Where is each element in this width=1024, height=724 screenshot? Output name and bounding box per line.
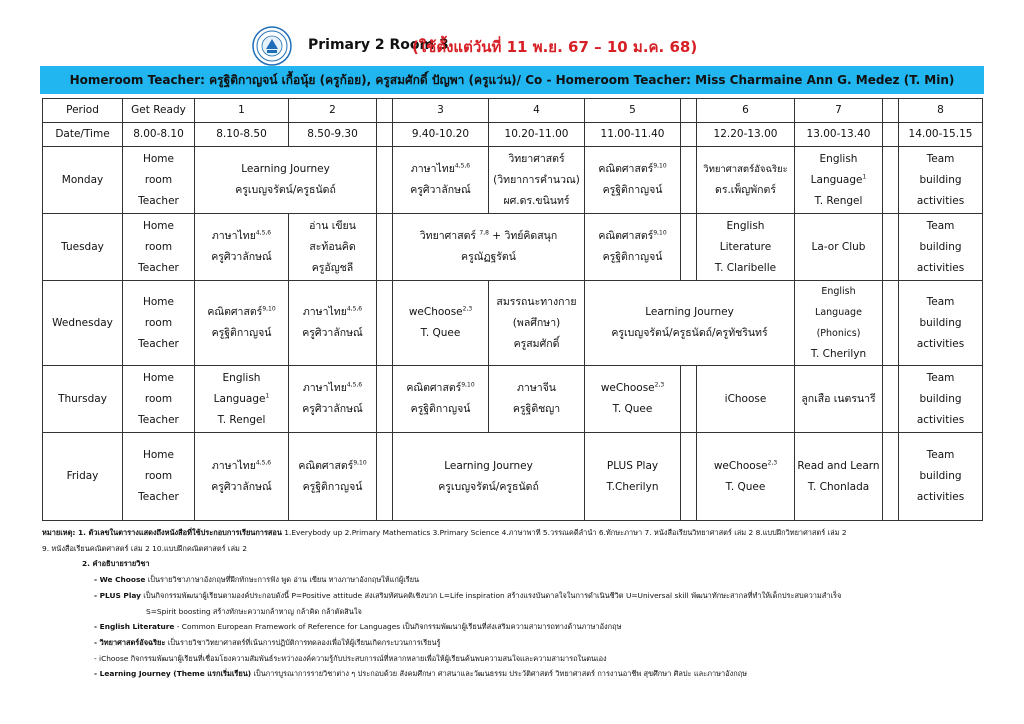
day-label: Wednesday: [43, 281, 123, 366]
class-cell: PLUS Play T.Cherilyn: [585, 433, 681, 521]
homeroom-cell: Home room Teacher: [123, 147, 195, 214]
break-column: [377, 281, 393, 366]
class-cell: weChoose$^{2,3}$ T. Quee: [697, 433, 795, 521]
break-column: [883, 99, 899, 123]
wednesday-row: [43, 281, 983, 366]
class-cell: Learning Journey ครูเบญจรัตน์/ครูธนัดถ์/ครูทัชรินทร์: [585, 281, 795, 366]
homeroom-cell: Home room Teacher: [123, 214, 195, 281]
team-building-cell: Team building activities: [899, 433, 983, 521]
homeroom-teacher-banner: Homeroom Teacher: ครูฐิติกาญจน์ เกื้อนุ้ย (ครูก้อย), ครูสมศักดิ์ ปัญพา (ครูแว่น)/ Co - Homeroom Teacher: Miss Charmaine Ann G. Medez (T. Min): [40, 66, 984, 94]
class-cell: ภาษาไทย$^{4,5,6}$ ครูศิวาลักษณ์: [195, 214, 289, 281]
break-column: [883, 123, 899, 147]
homeroom-cell: Home room Teacher: [123, 366, 195, 433]
class-cell: อ่าน เขียน สะท้อนคิด ครูอัญชลี: [289, 214, 377, 281]
class-cell: ภาษาไทย$^{4,5,6}$ ครูศิวาลักษณ์: [289, 366, 377, 433]
period-row: [43, 99, 983, 123]
class-cell: คณิตศาสตร์$^{9,10}$ ครูฐิติกาญจน์: [585, 147, 681, 214]
datetime-label: Date/Time: [43, 123, 123, 147]
break-column: [883, 214, 899, 281]
class-cell: iChoose: [697, 366, 795, 433]
class-cell: weChoose$^{2,3}$ T. Quee: [585, 366, 681, 433]
note-books-cont: 9. หนังสือเรียนคณิตศาสตร์ เล่ม 2 10.แบบฝึกคณิตศาสตร์ เล่ม 2: [42, 543, 247, 553]
time-period-6: 12.20-13.00: [697, 123, 795, 147]
class-cell: คณิตศาสตร์$^{9,10}$ ครูฐิติกาญจน์: [289, 433, 377, 521]
break-column: [377, 147, 393, 214]
class-cell: English Language$^1$ T. Rengel: [195, 366, 289, 433]
day-label: Tuesday: [43, 214, 123, 281]
period-7-header: 7: [795, 99, 883, 123]
page-title: Primary 2 Room 3: [308, 37, 449, 53]
footnotes: [42, 525, 1002, 682]
period-2-header: 2: [289, 99, 377, 123]
homeroom-cell: Home room Teacher: [123, 281, 195, 366]
class-cell: วิทยาศาสตร์ (วิทยาการคำนวณ) ผศ.ดร.ขนินทร์: [489, 147, 585, 214]
class-cell: Learning Journey ครูเบญจรัตน์/ครูธนัดถ์: [393, 433, 585, 521]
lunch-column: [681, 147, 697, 214]
homeroom-cell: Home room Teacher: [123, 433, 195, 521]
team-building-cell: Team building activities: [899, 147, 983, 214]
page-header: [0, 22, 1024, 66]
tuesday-row: [43, 214, 983, 281]
break-column: [883, 366, 899, 433]
note-subject-heading: 2. คำอธิบายรายวิชา: [82, 559, 150, 569]
break-column: [377, 123, 393, 147]
day-label: Friday: [43, 433, 123, 521]
period-8-header: 8: [899, 99, 983, 123]
thursday-row: [43, 366, 983, 433]
note-smart-science: - วิทยาศาสตร์อัจฉริยะ เป็นรายวิชาวิทยาศาสตร์ที่เน้นการปฏิบัติการทดลองเพื่อให้ผู้เรียนเกิดกระบวนการเรียนรู้: [94, 637, 441, 647]
class-cell: ภาษาไทย$^{4,5,6}$ ครูศิวาลักษณ์: [289, 281, 377, 366]
timetable: [42, 98, 983, 521]
period-6-header: 6: [697, 99, 795, 123]
class-cell: La-or Club: [795, 214, 883, 281]
class-cell: ภาษาจีน ครูฐิติชญา: [489, 366, 585, 433]
period-label: Period: [43, 99, 123, 123]
lunch-column: [681, 366, 697, 433]
school-seal-icon: [252, 26, 292, 66]
time-get-ready: 8.00-8.10: [123, 123, 195, 147]
note-wechoose: - We Choose เป็นรายวิชาภาษาอังกฤษที่ฝึกทักษะการฟัง พูด อ่าน เขียน ทางภาษาอังกฤษให้แก่ผู้เรียน: [94, 575, 420, 585]
date-range: (ใช้ตั้งแต่วันที่ 11 พ.ย. 67 – 10 ม.ค. 68): [412, 38, 698, 56]
day-label: Monday: [43, 147, 123, 214]
break-column: [883, 433, 899, 521]
note-plus-play: - PLUS Play เป็นกิจกรรมพัฒนาผู้เรียนตามองค์ประกอบดังนี้ P=Positive attitude ส่งเสริมทัศนคติเชิงบวก L=Life inspiration สร้างแรงบันดาลใจในการดำเนินชีวิต U=Universal skill พัฒนาทักษะสากลที่ทำให้เด็กประสบความสำเร็จ: [94, 590, 842, 600]
class-cell: วิทยาศาสตร์ $^{7,8}$ + วิทย์คิดสนุก ครูณัฏฐรัตน์: [393, 214, 585, 281]
class-cell: ลูกเสือ เนตรนารี: [795, 366, 883, 433]
break-column: [377, 214, 393, 281]
period-1-header: 1: [195, 99, 289, 123]
class-cell: weChoose$^{2,3}$ T. Quee: [393, 281, 489, 366]
team-building-cell: Team building activities: [899, 214, 983, 281]
team-building-cell: Team building activities: [899, 366, 983, 433]
class-cell: ภาษาไทย$^{4,5,6}$ ครูศิวาลักษณ์: [393, 147, 489, 214]
period-4-header: 4: [489, 99, 585, 123]
class-cell: Read and Learn T. Chonlada: [795, 433, 883, 521]
monday-row: [43, 147, 983, 214]
time-period-5: 11.00-11.40: [585, 123, 681, 147]
team-building-cell: Team building activities: [899, 281, 983, 366]
class-cell: ภาษาไทย$^{4,5,6}$ ครูศิวาลักษณ์: [195, 433, 289, 521]
time-period-1: 8.10-8.50: [195, 123, 289, 147]
day-label: Thursday: [43, 366, 123, 433]
break-column: [377, 366, 393, 433]
time-period-2: 8.50-9.30: [289, 123, 377, 147]
lunch-column: [681, 433, 697, 521]
lunch-column: [681, 214, 697, 281]
time-row: [43, 123, 983, 147]
break-column: [377, 433, 393, 521]
note-learning-journey: - Learning Journey (Theme แรกเริ่มเรียน) เป็นการบูรณาการรายวิชาต่าง ๆ ประกอบด้วย สังคมศึกษา ศาสนาและวัฒนธรรม ประวัติศาสตร์ วิทยาศาสตร์ การงานอาชีพ สุขศึกษา ศิลปะ และภาษาอังกฤษ: [94, 669, 748, 679]
note-ichoose: - iChoose กิจกรรมพัฒนาผู้เรียนที่เชื่อมโยงความสัมพันธ์ระหว่างองค์ความรู้กับประสบการณ์ที่หลากหลายเพื่อให้ผู้เรียนค้นพบความสนใจและความสามารถในตนเอง: [94, 653, 607, 663]
get-ready-header: Get Ready: [123, 99, 195, 123]
note-books: หมายเหตุ: 1. ตัวเลขในตารางแสดงถึงหนังสือที่ใช้ประกอบการเรียนการสอน 1.Everybody up 2.Primary Mathematics 3.Primary Science 4.ภาษาพาที 5.วรรณคดีลำนำ 6.ทักษะภาษา 7. หนังสือเรียนวิทยาศาสตร์ เล่ม 2 8.แบบฝึกวิทยาศาสตร์ เล่ม 2: [42, 528, 847, 537]
class-cell: Learning Journey ครูเบญจรัตน์/ครูธนัดถ์: [195, 147, 377, 214]
friday-row: [43, 433, 983, 521]
break-column: [883, 281, 899, 366]
class-cell: English Language$^1$ T. Rengel: [795, 147, 883, 214]
period-5-header: 5: [585, 99, 681, 123]
note-plus-play-spirit: S=Spirit boosting สร้างทักษะความกล้าหาญ กล้าคิด กล้าตัดสินใจ: [146, 606, 362, 616]
time-period-8: 14.00-15.15: [899, 123, 983, 147]
class-cell: คณิตศาสตร์$^{9,10}$ ครูฐิติกาญจน์: [195, 281, 289, 366]
time-period-7: 13.00-13.40: [795, 123, 883, 147]
time-period-4: 10.20-11.00: [489, 123, 585, 147]
time-period-3: 9.40-10.20: [393, 123, 489, 147]
class-cell: English Language (Phonics) T. Cherilyn: [795, 281, 883, 366]
class-cell: สมรรถนะทางกาย (พลศึกษา) ครูสมศักดิ์: [489, 281, 585, 366]
class-cell: English Literature T. Claribelle: [697, 214, 795, 281]
break-column: [377, 99, 393, 123]
class-cell: คณิตศาสตร์$^{9,10}$ ครูฐิติกาญจน์: [585, 214, 681, 281]
lunch-column: [681, 99, 697, 123]
break-column: [883, 147, 899, 214]
note-english-literature: - English Literature - Common European Framework of Reference for Languages เป็นกิจกรรมพัฒนาผู้เรียนที่ส่งเสริมความสามารถทางด้านภาษาอังกฤษ: [94, 622, 622, 632]
class-cell: คณิตศาสตร์$^{9,10}$ ครูฐิติกาญจน์: [393, 366, 489, 433]
lunch-column: [681, 123, 697, 147]
period-3-header: 3: [393, 99, 489, 123]
class-cell: วิทยาศาสตร์อัจฉริยะ ดร.เพ็ญพักตร์: [697, 147, 795, 214]
